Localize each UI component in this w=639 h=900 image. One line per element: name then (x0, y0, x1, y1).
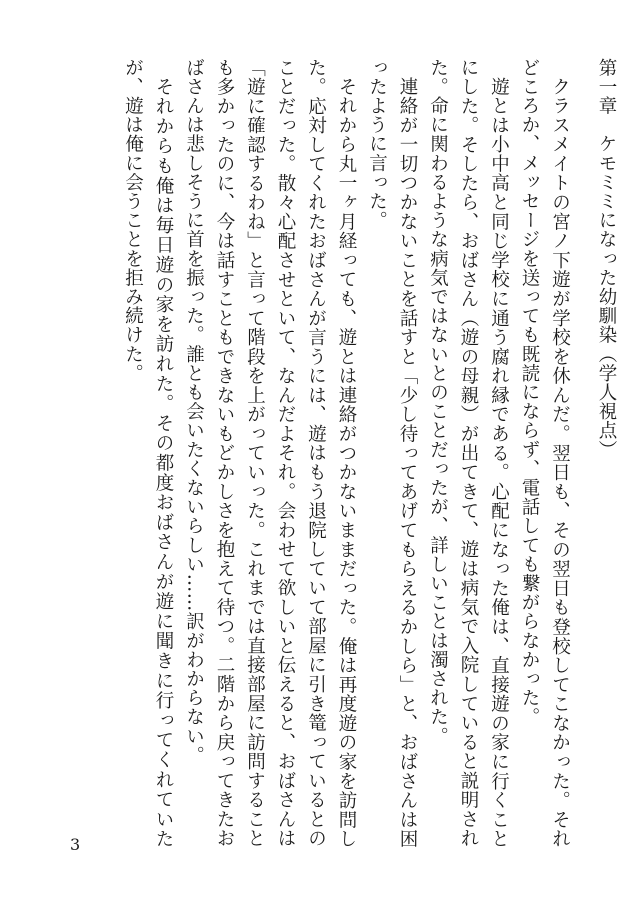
vertical-text-block (61, 58, 621, 848)
paragraph-5: それからも俺は毎日遊の家を訪れた。その都度おばさんが遊に聞きに行ってくれていたが、遊は俺に会うことを拒み続けた。 (122, 58, 174, 848)
page-number: 3 (70, 835, 81, 854)
paragraph-4: それから丸一ヶ月経っても、遊とは連絡がつかないままだった。俺は再度遊の家を訪問した。応対してくれたおばさんが言うには、遊はもう退院していて部屋に引き篭っているとのことだった。散々心配させといて、なんだよそれ。会わせて欲しいと伝えると、おばさんは「遊に確認するわね」と言って階段を上がっていった。これまでは直接部屋に訪問することも多かったのに、今は話すこともできないもどかしさを抱えて待つ。二階から戻ってきたおばさんは悲しそうに首を振った。誰とも会いたくないらしい……訳がわからない。 (183, 58, 357, 848)
paragraph-3: 連絡が一切つかないことを話すと「少し待ってあげてもらえるかしら」と、おばさんは困ったように言った。 (366, 58, 418, 848)
paragraph-2: 遊とは小中高と同じ学校に通う腐れ縁である。心配になった俺は、直接遊の家に行くことにした。そしたら、おばさん（遊の母親）が出てきて、遊は病気で入院していると説明された。命に関わるような病気ではないとのことだったが、詳しいことは濁された。 (427, 58, 510, 848)
paragraph-1: クラスメイトの宮ノ下遊が学校を休んだ。翌日も、その翌日も登校してこなかった。それどころか、メッセージを送っても既読にならず、電話しても繋がらなかった。 (519, 58, 571, 848)
chapter-title: 第一章 ケモミミになった幼馴染（学人視点） (596, 58, 617, 460)
